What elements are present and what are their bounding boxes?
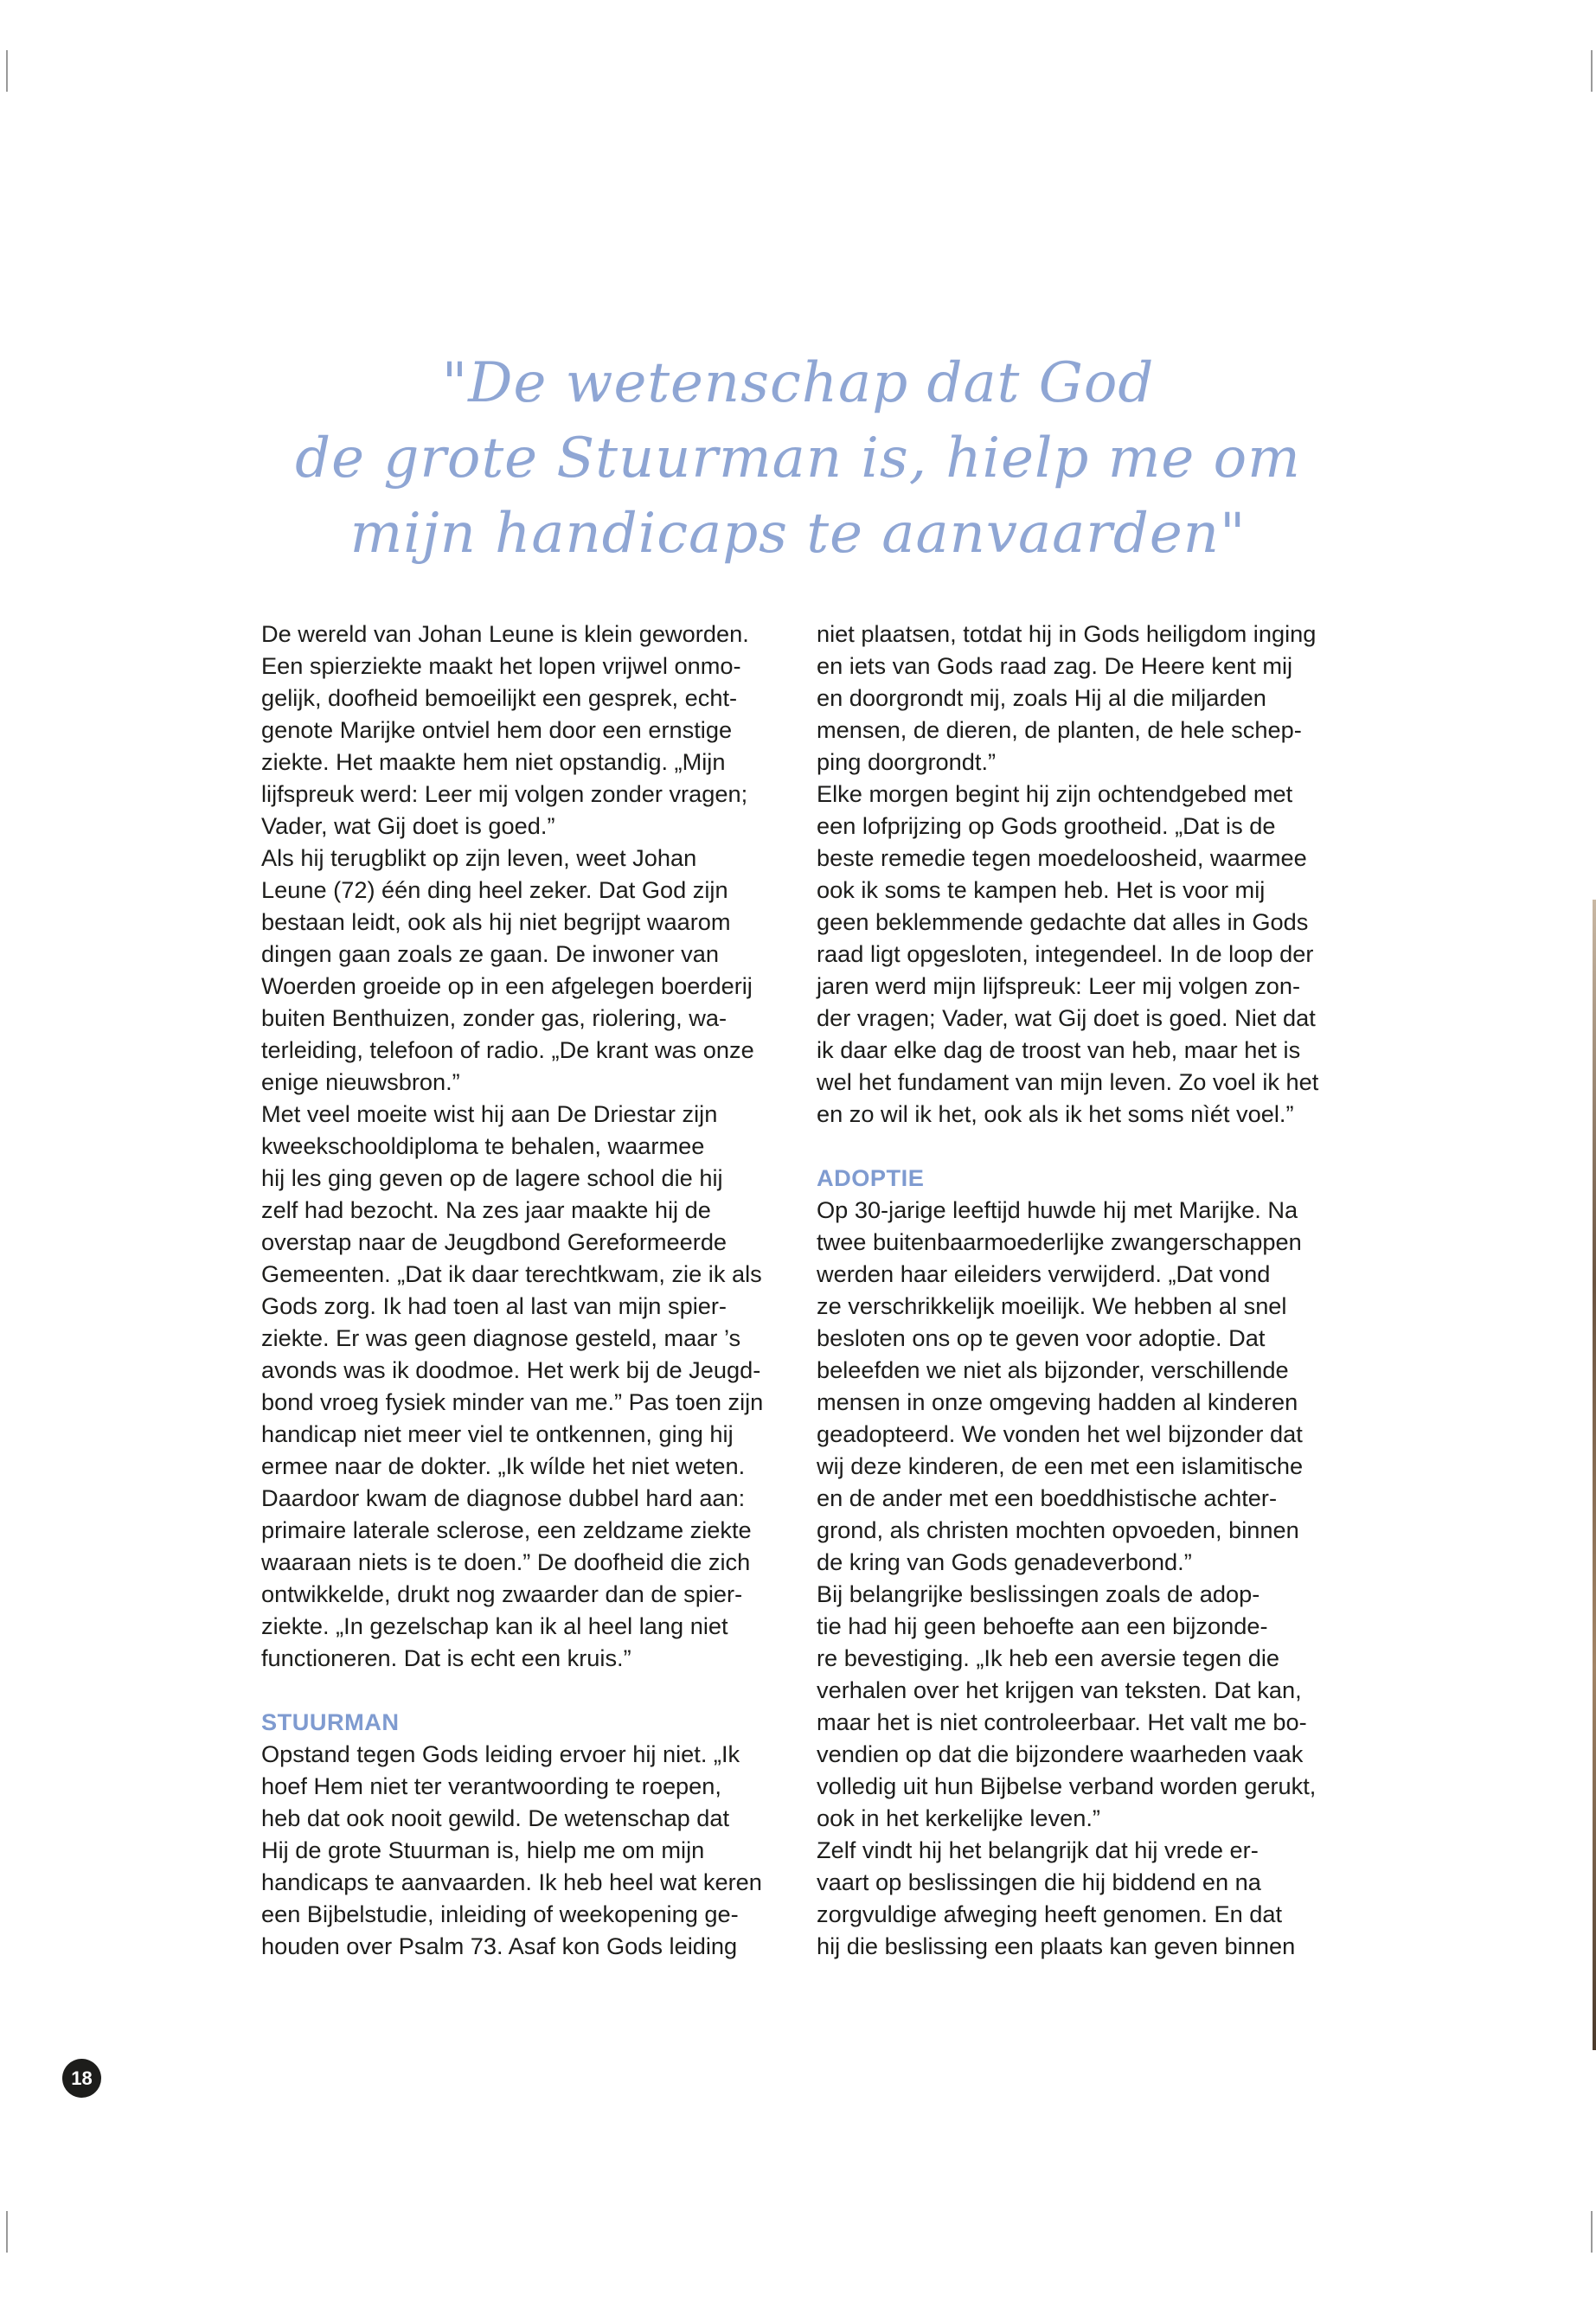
body-text-line: der vragen; Vader, wat Gij doet is goed. Niet dat — [817, 1004, 1316, 1031]
body-text-line: bond vroeg fysiek minder van me.” Pas toen zijn — [261, 1388, 764, 1415]
facing-page-edge — [1593, 900, 1596, 2050]
body-text-line: genote Marijke ontviel hem door een ernstige — [261, 716, 733, 743]
body-text-line: jaren werd mijn lijfspreuk: Leer mij volgen zon- — [817, 972, 1301, 999]
crop-mark-bottom-left — [6, 2211, 8, 2253]
article-column-left — [261, 618, 789, 1962]
body-text-line: ermee naar de dokter. „Ik wílde het niet weten. — [261, 1452, 746, 1479]
body-text-line: Woerden groeide op in een afgelegen boerderij — [261, 972, 753, 999]
body-text-line: raad ligt opgesloten, integendeel. In de loop der — [817, 940, 1314, 967]
body-text-line: vaart op beslissingen die hij biddend en na — [817, 1868, 1261, 1895]
body-text-line: en iets van Gods raad zag. De Heere kent mij — [817, 652, 1293, 679]
body-text-line: hoef Hem niet ter verantwoording te roepen, — [261, 1772, 721, 1799]
pull-quote — [260, 346, 1336, 572]
body-text-line: Zelf vindt hij het belangrijk dat hij vrede er- — [817, 1836, 1259, 1863]
body-text-line: ze verschrikkelijk moeilijk. We hebben al snel — [817, 1292, 1287, 1319]
body-text-line: ziekte. Er was geen diagnose gesteld, maar ’s — [261, 1324, 741, 1351]
body-text-line: re bevestiging. „Ik heb een aversie tegen die — [817, 1644, 1280, 1671]
crop-mark-top-right — [1591, 50, 1593, 92]
body-text-line: waaraan niets is te doen.” De doofheid die zich — [261, 1548, 751, 1575]
body-text-line: een lofprijzing op Gods grootheid. „Dat is de — [817, 812, 1276, 839]
body-text-line: Vader, wat Gij doet is goed.” — [261, 812, 555, 839]
section-heading: ADOPTIE — [817, 1164, 925, 1191]
body-text-line: Als hij terugblikt op zijn leven, weet Johan — [261, 844, 697, 871]
crop-mark-bottom-right — [1591, 2211, 1593, 2253]
body-text-line: Gods zorg. Ik had toen al last van mijn spier- — [261, 1292, 727, 1319]
article-column-right — [817, 618, 1344, 1962]
body-text-line: buiten Benthuizen, zonder gas, riolering, wa- — [261, 1004, 727, 1031]
body-text-line: ontwikkelde, drukt nog zwaarder dan de spier- — [261, 1580, 743, 1607]
body-text-line: de kring van Gods genadeverbond.” — [817, 1548, 1192, 1575]
body-text-line: beleefden we niet als bijzonder, verschillende — [817, 1356, 1289, 1383]
body-text-line: tie had hij geen behoefte aan een bijzonde- — [817, 1612, 1268, 1639]
body-text-line: avonds was ik doodmoe. Het werk bij de Jeugd- — [261, 1356, 761, 1383]
body-text-line: Bij belangrijke beslissingen zoals de adop- — [817, 1580, 1260, 1607]
body-text-line: hij die beslissing een plaats kan geven binnen — [817, 1932, 1296, 1959]
body-text-line: ziekte. Het maakte hem niet opstandig. „Mijn — [261, 748, 726, 775]
body-text-line: overstap naar de Jeugdbond Gereformeerde — [261, 1228, 727, 1255]
body-text-line: handicaps te aanvaarden. Ik heb heel wat keren — [261, 1868, 762, 1895]
body-text-line: Daardoor kwam de diagnose dubbel hard aan: — [261, 1484, 746, 1511]
body-text-line: beste remedie tegen moedeloosheid, waarmee — [817, 844, 1307, 871]
body-text-line: bestaan leidt, ook als hij niet begrijpt waarom — [261, 908, 731, 935]
body-text-line: wij deze kinderen, de een met een islamitische — [817, 1452, 1304, 1479]
body-text-line: geadopteerd. We vonden het wel bijzonder dat — [817, 1420, 1303, 1447]
body-text-line: Gemeenten. „Dat ik daar terechtkwam, zie ik als — [261, 1260, 762, 1287]
body-text-line: niet plaatsen, totdat hij in Gods heiligdom inging — [817, 620, 1317, 647]
body-text-line: werden haar eileiders verwijderd. „Dat vond — [817, 1260, 1271, 1287]
body-text-line: Een spierziekte maakt het lopen vrijwel onmo- — [261, 652, 741, 679]
body-text-line: Met veel moeite wist hij aan De Driestar zijn — [261, 1100, 718, 1127]
body-text-line: handicap niet meer viel te ontkennen, ging hij — [261, 1420, 734, 1447]
body-text-line: ook in het kerkelijke leven.” — [817, 1804, 1100, 1831]
body-text-line: Opstand tegen Gods leiding ervoer hij niet. „Ik — [261, 1740, 740, 1767]
body-text-line: vendien op dat die bijzondere waarheden vaak — [817, 1740, 1304, 1767]
body-text-line: ziekte. „In gezelschap kan ik al heel lang niet — [261, 1612, 728, 1639]
body-text-line: lijfspreuk werd: Leer mij volgen zonder vragen; — [261, 780, 748, 807]
pull-quote-line: "De wetenschap dat God — [441, 351, 1155, 415]
body-text-line: ook ik soms te kampen heb. Het is voor mij — [817, 876, 1266, 903]
section-heading: STUURMAN — [261, 1708, 400, 1735]
paragraph-gap — [261, 1674, 789, 1706]
body-text-line: maar het is niet controleerbaar. Het valt me bo- — [817, 1708, 1307, 1735]
body-text-line: en doorgrondt mij, zoals Hij al die miljarden — [817, 684, 1266, 711]
body-text-line: en de ander met een boeddhistische achter- — [817, 1484, 1278, 1511]
body-text-line: besloten ons op te geven voor adoptie. Dat — [817, 1324, 1266, 1351]
body-text-line: ping doorgrondt.” — [817, 748, 997, 775]
body-text-line: Leune (72) één ding heel zeker. Dat God zijn — [261, 876, 728, 903]
body-text-line: volledig uit hun Bijbelse verband worden gerukt, — [817, 1772, 1317, 1799]
body-text-line: Hij de grote Stuurman is, hielp me om mijn — [261, 1836, 705, 1863]
body-text-line: grond, als christen mochten opvoeden, binnen — [817, 1516, 1299, 1543]
body-text-line: terleiding, telefoon of radio. „De krant was onze — [261, 1036, 754, 1063]
body-text-line: Elke morgen begint hij zijn ochtendgebed met — [817, 780, 1293, 807]
body-text-line: functioneren. Dat is echt een kruis.” — [261, 1644, 631, 1671]
pull-quote-line: de grote Stuurman is, hielp me om — [295, 426, 1301, 490]
body-text-line: een Bijbelstudie, inleiding of weekopening ge- — [261, 1900, 739, 1927]
body-text-line: kweekschooldiploma te behalen, waarmee — [261, 1132, 705, 1159]
body-text-line: primaire laterale sclerose, een zeldzame ziekte — [261, 1516, 752, 1543]
body-text-line: wel het fundament van mijn leven. Zo voel ik het — [817, 1068, 1319, 1095]
body-text-line: dingen gaan zoals ze gaan. De inwoner van — [261, 940, 720, 967]
body-text-line: mensen in onze omgeving hadden al kinderen — [817, 1388, 1298, 1415]
paragraph-gap — [817, 1130, 1344, 1162]
body-text-line: mensen, de dieren, de planten, de hele schep- — [817, 716, 1302, 743]
body-text-line: verhalen over het krijgen van teksten. Dat kan, — [817, 1676, 1302, 1703]
body-text-line: en zo wil ik het, ook als ik het soms nìét voel.” — [817, 1100, 1294, 1127]
body-text-line: heb dat ook nooit gewild. De wetenschap dat — [261, 1804, 730, 1831]
pull-quote-line: mijn handicaps te aanvaarden" — [349, 502, 1247, 566]
body-text-line: twee buitenbaarmoederlijke zwangerschappen — [817, 1228, 1302, 1255]
body-text-line: zorgvuldige afweging heeft genomen. En dat — [817, 1900, 1283, 1927]
body-text-line: Op 30-jarige leeftijd huwde hij met Marijke. Na — [817, 1196, 1298, 1223]
body-text-line: houden over Psalm 73. Asaf kon Gods leiding — [261, 1932, 738, 1959]
body-text-line: zelf had bezocht. Na zes jaar maakte hij de — [261, 1196, 711, 1223]
body-text-line: De wereld van Johan Leune is klein geworden. — [261, 620, 749, 647]
page-number-badge: 18 — [62, 2059, 101, 2098]
body-text-line: ik daar elke dag de troost van heb, maar het is — [817, 1036, 1301, 1063]
crop-mark-top-left — [6, 50, 8, 92]
body-text-line: enige nieuwsbron.” — [261, 1068, 460, 1095]
body-text-line: geen beklemmende gedachte dat alles in Gods — [817, 908, 1309, 935]
body-text-line: gelijk, doofheid bemoeilijkt een gesprek, echt- — [261, 684, 738, 711]
body-text-line: hij les ging geven op de lagere school die hij — [261, 1164, 723, 1191]
